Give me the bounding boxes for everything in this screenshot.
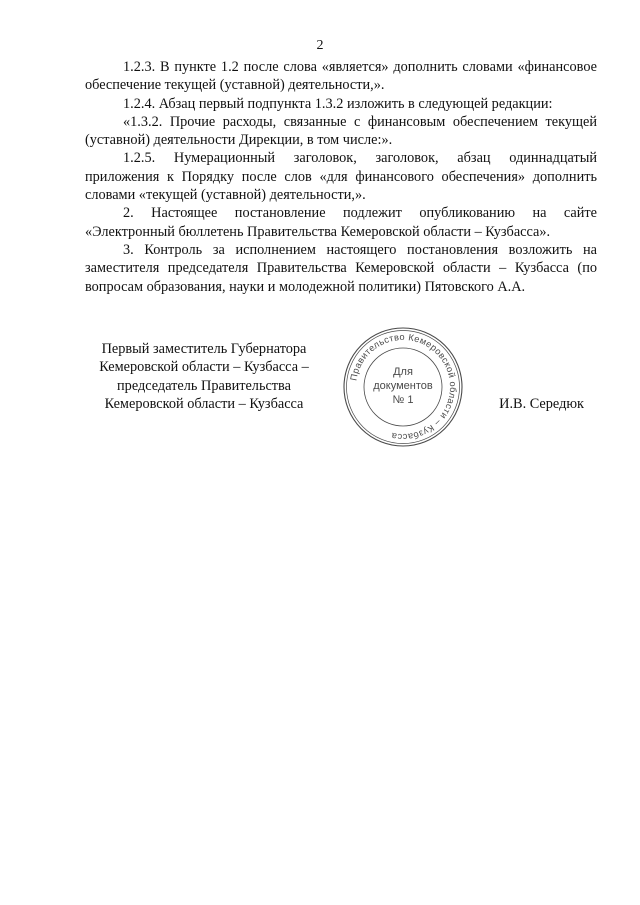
official-stamp bbox=[341, 325, 465, 449]
paragraph-1-2-5: 1.2.5. Нумерационный заголовок, заголовок, абзац одиннадцатый приложения к Порядку после слов «для финансового обеспечения» дополнить словами «текущей (уставной) деятельности,». bbox=[85, 150, 597, 204]
signer-title-line: Кемеровской области – Кузбасса bbox=[104, 395, 304, 412]
signer-title bbox=[84, 340, 324, 413]
signer-name: И.В. Середюк bbox=[499, 396, 584, 412]
paragraph-3: 3. Контроль за исполнением настоящего постановления возложить на заместителя председателя Правительства Кемеровской области – Кузбасса (по вопросам образования, науки и молодежной политики) Пятовского А.А. bbox=[85, 241, 597, 295]
signer-title-line: Кемеровской области – Кузбасса – bbox=[99, 359, 309, 376]
document-body bbox=[85, 58, 597, 296]
stamp-center-line-1: Для bbox=[393, 366, 413, 378]
signer-title-line: Первый заместитель Губернатора bbox=[101, 341, 307, 357]
paragraph-1-3-2-quote: «1.3.2. Прочие расходы, связанные с финансовым обеспечением текущей (уставной) деятельности Дирекции, в том числе:». bbox=[85, 113, 597, 149]
stamp-center-line-3: № 1 bbox=[392, 394, 414, 406]
paragraph-2: 2. Настоящее постановление подлежит опубликованию на сайте «Электронный бюллетень Правительства Кемеровской области – Кузбасса». bbox=[85, 205, 597, 240]
stamp-ring-text: Правительство Кемеровской области – Кузбасса bbox=[348, 331, 459, 443]
page-number: 2 bbox=[316, 38, 324, 53]
paragraph-1-2-4: 1.2.4. Абзац первый подпункта 1.3.2 изложить в следующей редакции: bbox=[123, 95, 553, 112]
stamp-center-line-2: документов bbox=[373, 380, 433, 392]
signer-title-line: председатель Правительства bbox=[117, 377, 291, 394]
paragraph-1-2-3: 1.2.3. В пункте 1.2 после слова «является» дополнить словами «финансовое обеспечение текущей (уставной) деятельности,». bbox=[85, 59, 597, 94]
signature-block bbox=[0, 331, 640, 470]
